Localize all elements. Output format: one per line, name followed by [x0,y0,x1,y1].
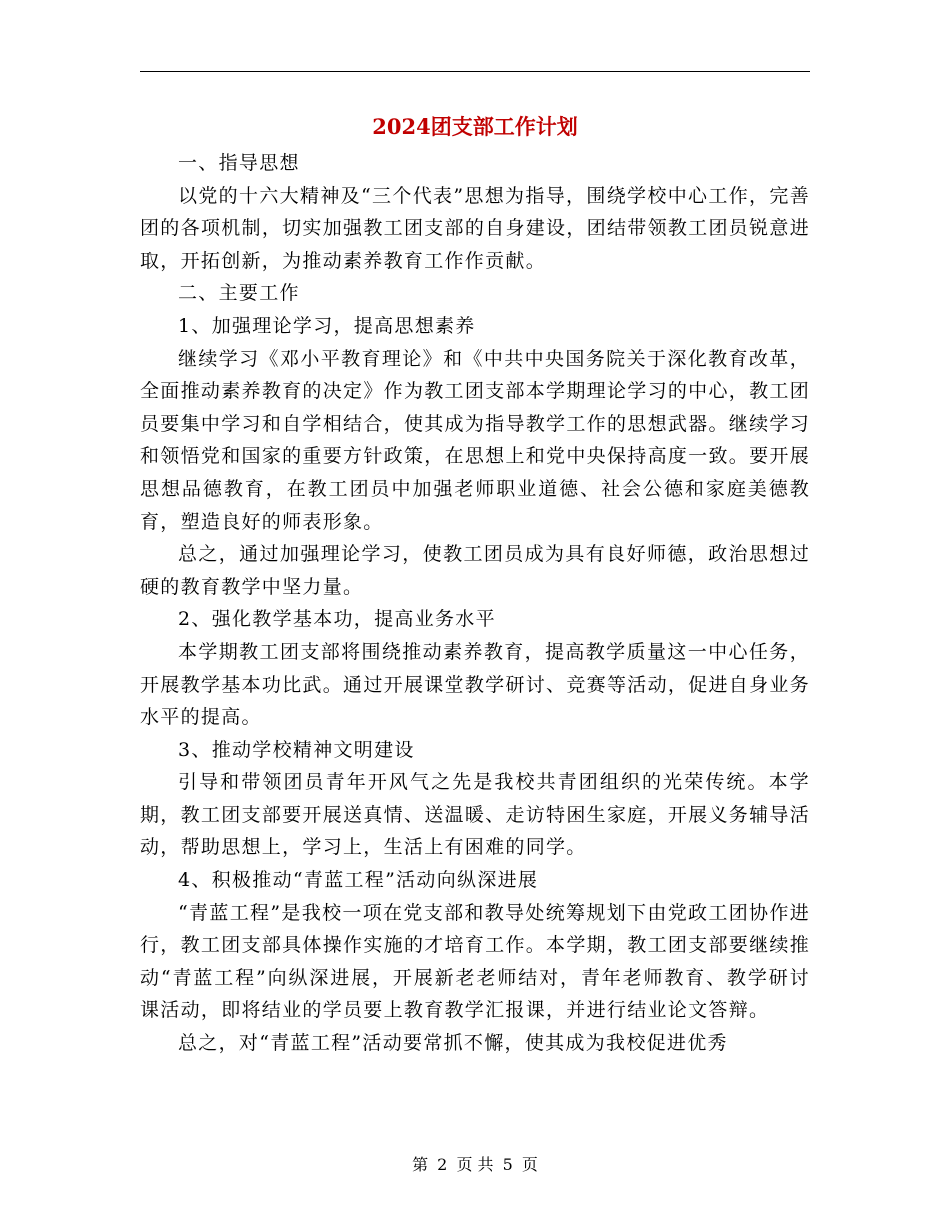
footer-suffix: 页 [521,1155,538,1174]
paragraph: 以党的十六大精神及“三个代表”思想为指导，围绕学校中心工作，完善团的各项机制，切实加强教工团支部的自身建设，团结带领教工团员锐意进取，开拓创新，为推动素养教育工作作贡献。 [140,184,810,272]
paragraph: 本学期教工团支部将围绕推动素养教育，提高教学质量这一中心任务，开展教学基本功比武。通过开展课堂教学研讨、竞赛等活动，促进自身业务水平的提高。 [140,640,810,729]
paragraph: 继续学习《邓小平教育理论》和《中共中央国务院关于深化教育改革，全面推动素养教育的决定》作为教工团支部本学期理论学习的中心，教工团员要集中学习和自学相结合，使其成为指导教学工作的思想武器。继续学习和领悟党和国家的重要方针政策，在思想上和党中央保持高度一致。要开展思想品德教育，在教工团员中加强老师职业道德、社会公德和家庭美德教育，塑造良好的师表形象。 [140,347,810,533]
current-page-number: 2 [437,1155,448,1174]
footer-middle: 页 共 [456,1155,494,1174]
paragraph: 总之，对“青蓝工程”活动要常抓不懈，使其成为我校促进优秀 [178,1032,728,1055]
subheading-1: 1、加强理论学习，提高思想素养 [178,314,476,337]
document-body [140,147,810,1060]
paragraph: 引导和带领团员青年开风气之先是我校共青团组织的光荣传统。本学期，教工团支部要开展送真情、送温暖、走访特困生家庭，开展义务辅导活动，帮助思想上，学习上，生活上有困难的同学。 [140,771,810,859]
heading-guiding-thought: 一、指导思想 [178,152,300,174]
subheading-2: 2、强化教学基本功，提高业务水平 [178,608,496,631]
subheading-3: 3、推动学校精神文明建设 [178,738,415,761]
document-title: 2024团支部工作计划 [372,114,578,139]
heading-main-work: 二、主要工作 [178,282,300,305]
page-footer [140,1154,810,1176]
total-page-count: 5 [502,1155,513,1174]
subheading-4: 4、积极推动“青蓝工程”活动向纵深进展 [178,869,539,892]
header-rule [140,71,810,72]
paragraph: “青蓝工程”是我校一项在党支部和教导处统筹规划下由党政工团协作进行，教工团支部具体操作实施的才培育工作。本学期，教工团支部要继续推动“青蓝工程”向纵深进展，开展新老老师结对，青年老师教育、教学研讨课活动，即将结业的学员要上教育教学汇报课，并进行结业论文答辩。 [140,901,810,1022]
footer-prefix: 第 [412,1155,429,1174]
paragraph: 总之，通过加强理论学习，使教工团员成为具有良好师德，政治思想过硬的教育教学中坚力量。 [140,543,810,598]
